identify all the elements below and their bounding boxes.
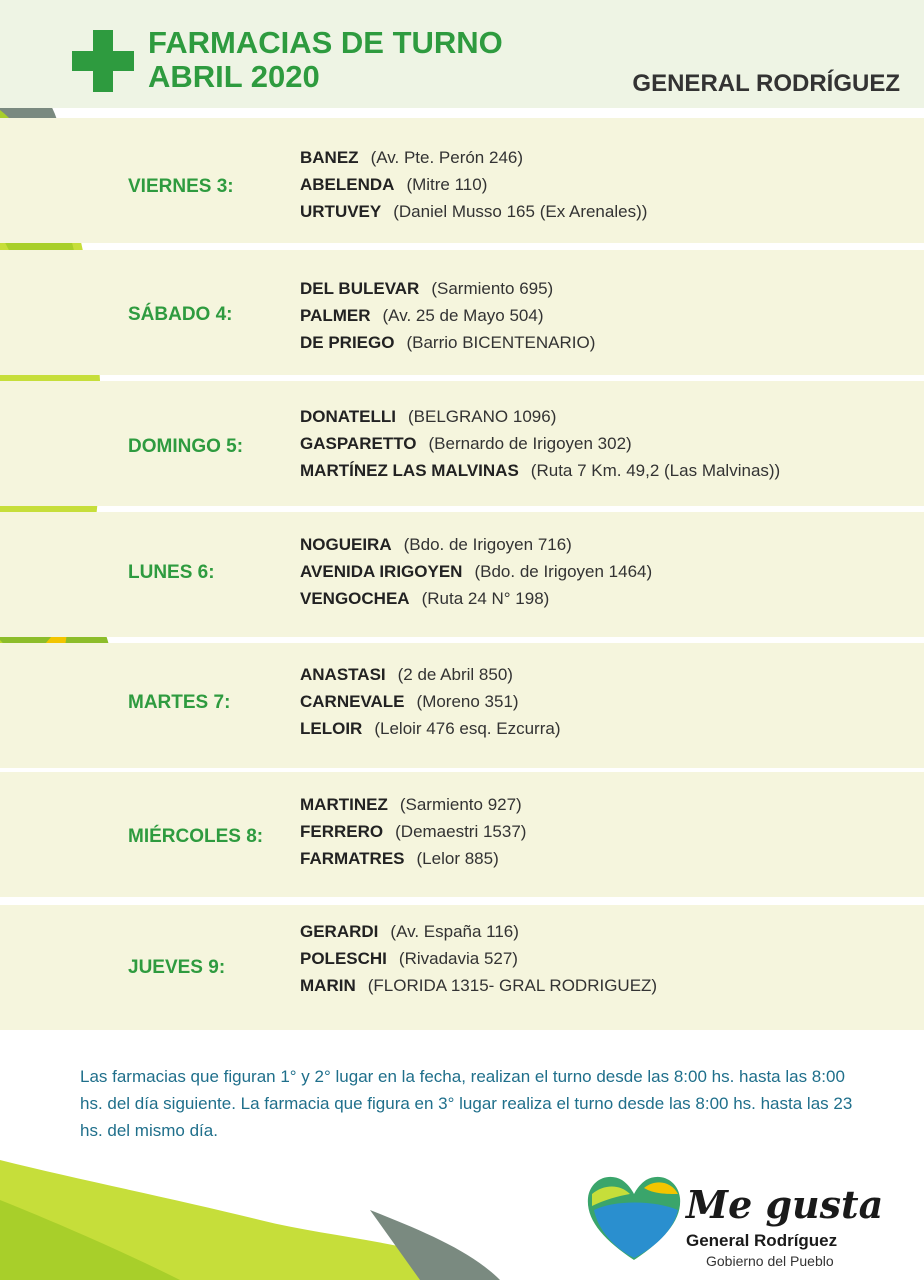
- pharmacy-name: BANEZ: [300, 148, 359, 167]
- pharmacy-item: [300, 144, 647, 171]
- pharmacy-name: NOGUEIRA: [300, 535, 392, 554]
- pharmacy-name: FERRERO: [300, 822, 384, 841]
- pharmacy-address: (Av. 25 de Mayo 504): [382, 306, 544, 325]
- day-label: SÁBADO 4:: [128, 304, 233, 325]
- pharmacy-item: [300, 558, 652, 585]
- pharmacy-item: [300, 791, 526, 818]
- pharmacy-item: [300, 661, 560, 688]
- pharmacy-item: [300, 171, 647, 198]
- pharmacy-name: DEL BULEVAR: [300, 279, 420, 298]
- logo: [686, 1183, 883, 1269]
- pharmacy-address: (Sarmiento 695): [431, 279, 554, 298]
- pharmacy-name: PALMER: [300, 306, 371, 325]
- pharmacy-name: LELOIR: [300, 719, 363, 738]
- schedule-note: Las farmacias que figuran 1° y 2° lugar en la fecha, realizan el turno desde las 8:00 hs. hasta las 8:00 hs. del día siguiente. La farmacia que figura en 3° lugar realiza el turno desde las 8:00 hs. hasta las 23 hs. del mismo día.: [80, 1067, 853, 1140]
- pharmacy-name: GASPARETTO: [300, 434, 417, 453]
- pharmacy-item: [300, 275, 595, 302]
- pharmacy-item: [300, 430, 780, 457]
- pharmacy-address: (Av. España 116): [390, 922, 519, 941]
- pharmacy-name: DONATELLI: [300, 407, 397, 426]
- pharmacy-address: (Bernardo de Irigoyen 302): [428, 434, 632, 453]
- city-name: GENERAL RODRÍGUEZ: [632, 70, 900, 97]
- title-line-1: FARMACIAS DE TURNO: [148, 25, 503, 60]
- pharmacy-address: (Ruta 24 N° 198): [421, 589, 550, 608]
- pharmacy-item: [300, 972, 657, 999]
- pharmacy-address: (Daniel Musso 165 (Ex Arenales)): [393, 202, 648, 221]
- pharmacy-name: AVENIDA IRIGOYEN: [300, 562, 463, 581]
- pharmacy-name: MARIN: [300, 976, 356, 995]
- day-label: MARTES 7:: [128, 692, 231, 713]
- pharmacy-item: [300, 403, 780, 430]
- pharmacy-item: [300, 845, 526, 872]
- title-line-2: ABRIL 2020: [148, 59, 320, 94]
- pharmacy-name: FARMATRES: [300, 849, 405, 868]
- logo-subtitle: Gobierno del Pueblo: [706, 1253, 834, 1269]
- pharmacy-list: [300, 144, 647, 225]
- pharmacy-address: (Bdo. de Irigoyen 716): [403, 535, 572, 554]
- pharmacy-address: (Bdo. de Irigoyen 1464): [474, 562, 653, 581]
- pharmacy-name: MARTÍNEZ LAS MALVINAS: [300, 461, 519, 480]
- pharmacy-name: DE PRIEGO: [300, 333, 395, 352]
- pharmacy-list: [300, 403, 780, 484]
- day-section: [0, 381, 924, 506]
- pharmacy-list: [300, 275, 595, 356]
- pharmacy-address: (Moreno 351): [416, 692, 519, 711]
- pharmacy-address: (Av. Pte. Perón 246): [370, 148, 524, 167]
- pharmacy-address: (BELGRANO 1096): [408, 407, 557, 426]
- day-section: [0, 643, 924, 768]
- pharmacy-list: [300, 531, 652, 612]
- pharmacy-address: (2 de Abril 850): [397, 665, 513, 684]
- pharmacy-address: (Ruta 7 Km. 49,2 (Las Malvinas)): [530, 461, 781, 480]
- header-bar: [0, 0, 924, 108]
- pharmacy-address: (Leloir 476 esq. Ezcurra): [374, 719, 561, 738]
- pharmacy-item: [300, 198, 647, 225]
- pharmacy-name: ANASTASI: [300, 665, 386, 684]
- pharmacy-name: MARTINEZ: [300, 795, 388, 814]
- pharmacy-item: [300, 302, 595, 329]
- pharmacy-item: [300, 818, 526, 845]
- pharmacy-name: VENGOCHEA: [300, 589, 410, 608]
- day-section: [0, 118, 924, 243]
- pharmacy-address: (Lelor 885): [416, 849, 499, 868]
- day-section: [0, 772, 924, 897]
- logo-city: General Rodríguez: [686, 1231, 838, 1250]
- pharmacy-address: (Demaestri 1537): [395, 822, 527, 841]
- day-section: [0, 905, 924, 1030]
- pharmacy-name: CARNEVALE: [300, 692, 405, 711]
- pharmacy-address: (Barrio BICENTENARIO): [406, 333, 596, 352]
- pharmacy-item: [300, 945, 657, 972]
- pharmacy-address: (Rivadavia 527): [398, 949, 518, 968]
- day-label: DOMINGO 5:: [128, 436, 244, 457]
- pharmacy-item: [300, 329, 595, 356]
- pharmacy-item: [300, 688, 560, 715]
- pharmacy-address: (Mitre 110): [406, 175, 488, 194]
- heart-logo-icon: [584, 1170, 684, 1262]
- pharmacy-address: (FLORIDA 1315- GRAL RODRIGUEZ): [367, 976, 658, 995]
- pharmacy-name: POLESCHI: [300, 949, 387, 968]
- pharmacy-item: [300, 918, 657, 945]
- pharmacy-list: [300, 661, 560, 742]
- day-label: LUNES 6:: [128, 562, 215, 583]
- day-label: JUEVES 9:: [128, 957, 226, 978]
- day-label: VIERNES 3:: [128, 176, 234, 197]
- pharmacy-list: [300, 918, 657, 999]
- day-label: MIÉRCOLES 8:: [128, 826, 264, 847]
- pharmacy-item: [300, 585, 652, 612]
- day-section: [0, 250, 924, 375]
- pharmacy-item: [300, 715, 560, 742]
- pharmacy-address: (Sarmiento 927): [399, 795, 522, 814]
- pharmacy-cross-icon: [72, 30, 134, 92]
- day-section: [0, 512, 924, 637]
- pharmacy-name: URTUVEY: [300, 202, 382, 221]
- pharmacy-item: [300, 531, 652, 558]
- pharmacy-name: GERARDI: [300, 922, 379, 941]
- pharmacy-name: ABELENDA: [300, 175, 395, 194]
- page-title: [148, 26, 503, 94]
- logo-slogan: Me gusta: [686, 1182, 884, 1227]
- pharmacy-list: [300, 791, 526, 872]
- pharmacy-item: [300, 457, 780, 484]
